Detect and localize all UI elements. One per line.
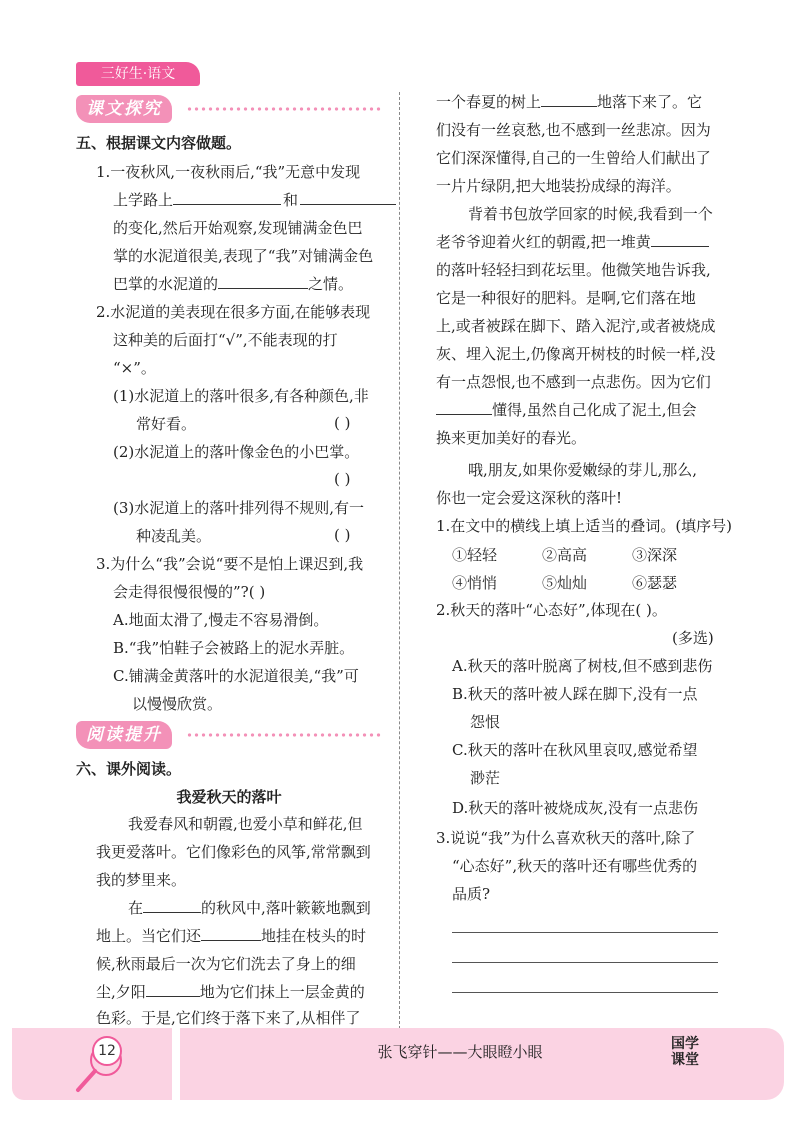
q1-text: 之情。: [308, 275, 354, 293]
rq2-title: 2.秋天的落叶“心态好”,体现在( )。: [436, 601, 667, 619]
q1-and: 和: [283, 191, 299, 209]
banner-label: 课文探究: [76, 95, 172, 123]
rq2-option-a[interactable]: A.秋天的落叶脱离了树枝,但不感到悲伤: [452, 657, 713, 675]
q1-line2: [113, 190, 396, 210]
answer-paren[interactable]: ( ): [334, 526, 351, 544]
rq2-option-b[interactable]: B.秋天的落叶被人踩在脚下,没有一点: [452, 685, 698, 703]
q1-text: 巴掌的水泥道的: [113, 275, 219, 293]
passage-line: 们没有一丝哀愁,也不感到一丝悲凉。因为: [436, 121, 711, 139]
section-6-title: 六、课外阅读。: [76, 760, 182, 778]
fill-blank[interactable]: [218, 274, 308, 289]
passage-line: 色彩。于是,它们终于落下来了,从相伴了: [96, 1009, 361, 1027]
q2-item1-cont: 常好看。: [136, 415, 197, 433]
passage-line: [436, 92, 702, 112]
passage-line: 我爱春风和朝霞,也爱小草和鲜花,但: [128, 815, 363, 833]
q2-line1: 2.水泥道的美表现在很多方面,在能够表现: [96, 303, 371, 321]
rq2-option-c[interactable]: C.秋天的落叶在秋风里哀叹,感觉希望: [452, 741, 698, 759]
rq3-line3: 品质?: [452, 885, 491, 903]
page-number: 12: [92, 1036, 122, 1066]
fill-blank[interactable]: [146, 982, 200, 997]
passage-text: 地落下来了。它: [597, 93, 703, 111]
passage-line: 我的梦里来。: [96, 871, 187, 889]
passage-line: [436, 400, 697, 420]
passage-text: 地上。当它们还: [96, 927, 202, 945]
rq1-option[interactable]: ⑤灿灿: [542, 574, 588, 592]
column-divider: [399, 92, 400, 1029]
rq3-line1: 3.说说“我”为什么喜欢秋天的落叶,除了: [436, 829, 696, 847]
fill-blank[interactable]: [143, 898, 201, 913]
passage-text: 地挂在枝头的时: [261, 927, 367, 945]
rq1-option[interactable]: ⑥瑟瑟: [632, 574, 678, 592]
passage-line: 换来更加美好的春光。: [436, 429, 587, 447]
passage-title: 我爱秋天的落叶: [176, 788, 282, 806]
fill-blank[interactable]: [436, 400, 492, 415]
fill-blank[interactable]: [651, 232, 709, 247]
passage-line: 有一点怨恨,也不感到一点悲伤。因为它们: [436, 373, 711, 391]
q3-option-b[interactable]: B.“我”怕鞋子会被路上的泥水弄脏。: [113, 639, 355, 657]
rq2-option-d[interactable]: D.秋天的落叶被烧成灰,没有一点悲伤: [452, 799, 699, 817]
q1-line1: 1.一夜秋风,一夜秋雨后,“我”无意中发现: [96, 163, 361, 181]
banner-yuedu-tisheng: [76, 721, 382, 749]
q3-option-c[interactable]: C.铺满金黄落叶的水泥道很美,“我”可: [113, 667, 359, 685]
q1-line5: [113, 274, 353, 294]
answer-paren[interactable]: ( ): [334, 414, 351, 432]
passage-line: 哦,朋友,如果你爱嫩绿的芽儿,那么,: [468, 461, 698, 479]
q3-option-a[interactable]: A.地面太滑了,慢走不容易滑倒。: [113, 611, 329, 629]
footer-proverb: 张飞穿针——大眼瞪小眼: [377, 1043, 543, 1061]
q2-item1: (1)水泥道上的落叶很多,有各种颜色,非: [113, 387, 369, 405]
passage-text: 地为它们抹上一层金黄的: [199, 983, 365, 1001]
passage-line: 一片片绿阴,把大地装扮成绿的海洋。: [436, 177, 681, 195]
q2-item2: (2)水泥道上的落叶像金色的小巴掌。: [113, 443, 360, 461]
q1-text: 上学路上: [113, 191, 174, 209]
brand-line2: 课堂: [671, 1052, 699, 1068]
q1-line3: 的变化,然后开始观察,发现铺满金色巴: [113, 219, 363, 237]
answer-line[interactable]: [452, 992, 718, 993]
q3-line2: 会走得很慢很慢的”?( ): [113, 583, 266, 601]
rq1-option[interactable]: ③深深: [632, 546, 678, 564]
answer-line[interactable]: [452, 932, 718, 933]
passage-line: 的落叶轻轻扫到花坛里。他微笑地告诉我,: [436, 261, 711, 279]
passage-line: 它们深深懂得,自己的一生曾给人们献出了: [436, 149, 711, 167]
passage-line: [128, 898, 371, 918]
answer-paren[interactable]: ( ): [334, 470, 351, 488]
rq1-option[interactable]: ④悄悄: [452, 574, 498, 592]
passage-text: 老爷爷迎着火红的朝霞,把一堆黄: [436, 233, 651, 251]
passage-line: [96, 982, 365, 1002]
answer-line[interactable]: [452, 962, 718, 963]
q2-item3: (3)水泥道上的落叶排列得不规则,有一: [113, 499, 365, 517]
brand-line1: 国学: [671, 1036, 699, 1052]
passage-text: 懂得,虽然自己化成了泥土,但会: [492, 401, 697, 419]
passage-text: 的秋风中,落叶簌簌地飘到: [201, 899, 371, 917]
passage-line: [436, 232, 709, 252]
passage-line: 上,或者被踩在脚下、踏入泥泞,或者被烧成: [436, 317, 716, 335]
passage-text: 一个春夏的树上: [436, 93, 542, 111]
rq2-note: (多选): [672, 629, 714, 647]
passage-text: 在: [128, 899, 144, 917]
q1-line4: 掌的水泥道很美,表现了“我”对铺满金色: [113, 247, 374, 265]
passage-line: 我更爱落叶。它们像彩色的风筝,常常飘到: [96, 843, 371, 861]
fill-blank[interactable]: [173, 190, 281, 205]
rq1-option[interactable]: ②高高: [542, 546, 588, 564]
dotted-line: [186, 107, 382, 111]
passage-line: 背着书包放学回家的时候,我看到一个: [468, 205, 713, 223]
q3-line1: 3.为什么“我”会说“要不是怕上课迟到,我: [96, 555, 364, 573]
banner-kewen-tanjiu: [76, 95, 382, 123]
dotted-line: [186, 733, 382, 737]
passage-text: 尘,夕阳: [96, 983, 146, 1001]
section-5-title: 五、根据课文内容做题。: [76, 134, 242, 152]
passage-line: 它是一种很好的肥料。是啊,它们落在地: [436, 289, 696, 307]
rq1-title: 1.在文中的横线上填上适当的叠词。(填序号): [436, 517, 733, 535]
banner-label: 阅读提升: [76, 721, 172, 749]
rq2-option-b-cont: 怨恨: [470, 713, 501, 731]
q2-item3-cont: 种凌乱美。: [136, 527, 212, 545]
q2-line3: “×”。: [113, 359, 156, 377]
passage-line: 候,秋雨最后一次为它们洗去了身上的细: [96, 955, 356, 973]
footer-left-panel: [12, 1028, 172, 1100]
q3-option-c-cont: 以慢慢欣赏。: [132, 695, 223, 713]
fill-blank[interactable]: [201, 926, 261, 941]
fill-blank[interactable]: [300, 190, 396, 205]
series-tag: 三好生·语文: [76, 62, 200, 86]
passage-line: [96, 926, 366, 946]
passage-line: 灰、埋入泥土,仍像离开树枝的时候一样,没: [436, 345, 716, 363]
rq2-option-c-cont: 渺茫: [470, 769, 501, 787]
rq1-option[interactable]: ①轻轻: [452, 546, 498, 564]
fill-blank[interactable]: [541, 92, 597, 107]
q2-line2: 这种美的后面打“√”,不能表现的打: [113, 331, 338, 349]
passage-line: 你也一定会爱这深秋的落叶!: [436, 489, 623, 507]
brand-logo: [660, 1036, 710, 1068]
rq3-line2: “心态好”,秋天的落叶还有哪些优秀的: [452, 857, 698, 875]
